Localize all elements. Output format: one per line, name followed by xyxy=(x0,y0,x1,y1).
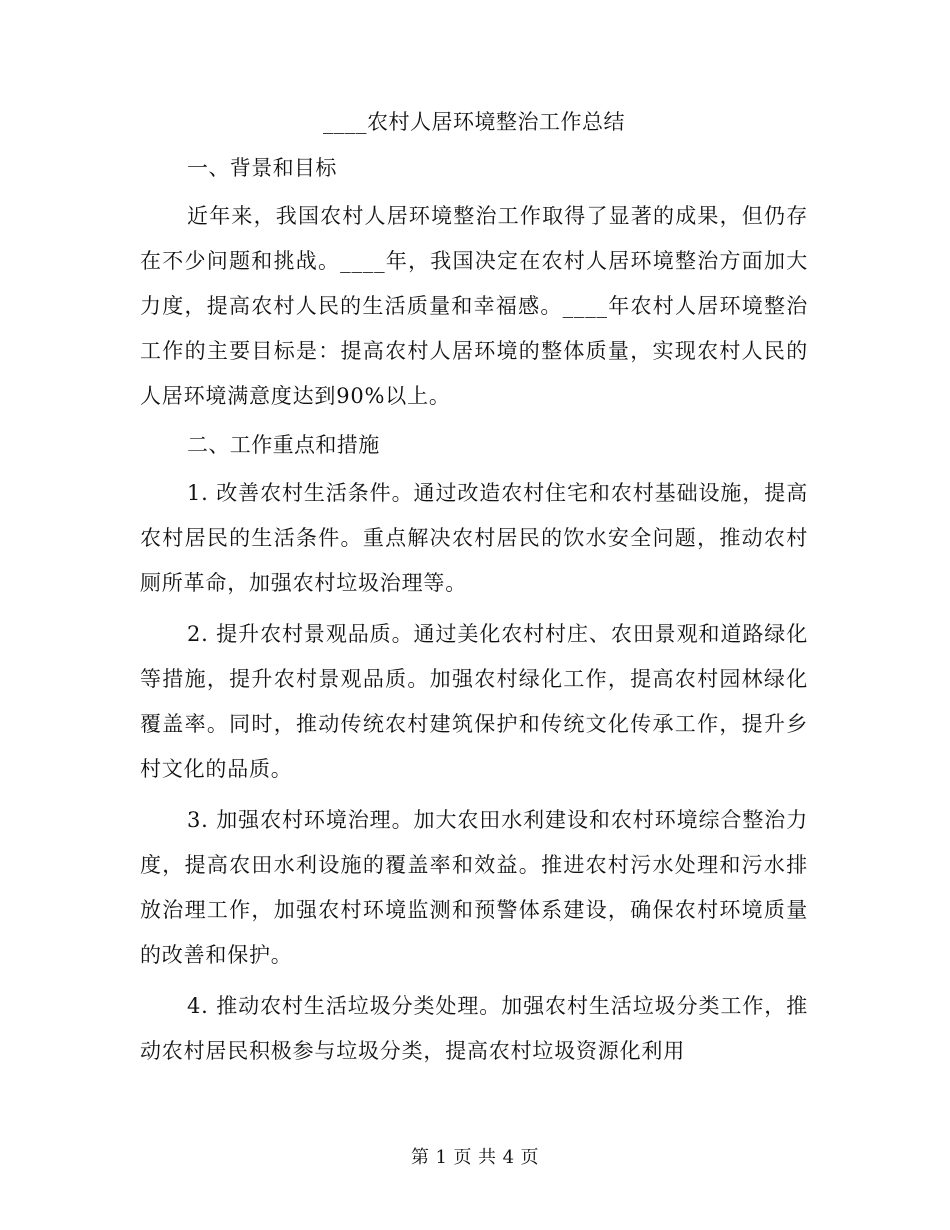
paragraph-measure-2: 2. 提升农村景观品质。通过美化农村村庄、农田景观和道路绿化等措施，提升农村景观品质。加强农村绿化工作，提高农村园林绿化覆盖率。同时，推动传统农村建筑保护和传统文化传承工作，提升乡村文化的品质。 xyxy=(140,622,808,781)
paragraph-measure-4: 4. 推动农村生活垃圾分类处理。加强农村生活垃圾分类工作，推动农村居民积极参与垃圾分类，提高农村垃圾资源化利用 xyxy=(140,994,808,1063)
document-title: ____农村人居环境整治工作总结 xyxy=(323,110,625,134)
section-heading-measures: 二、工作重点和措施 xyxy=(187,433,380,457)
document-body xyxy=(140,104,808,1080)
section-heading-background: 一、背景和目标 xyxy=(187,156,337,180)
paragraph-measure-3: 3. 加强农村环境治理。加大农田水利建设和农村环境综合整治力度，提高农田水利设施的覆盖率和效益。推进农村污水处理和污水排放治理工作，加强农村环境监测和预警体系建设，确保农村环境质量的改善和保护。 xyxy=(140,808,808,967)
paragraph-measure-1: 1. 改善农村生活条件。通过改造农村住宅和农村基础设施，提高农村居民的生活条件。重点解决农村居民的饮水安全问题，推动农村厕所革命，加强农村垃圾治理等。 xyxy=(140,481,808,595)
page-footer: 第 1 页 共 4 页 xyxy=(411,1147,539,1168)
paragraph-background-goals: 近年来，我国农村人居环境整治工作取得了显著的成果，但仍存在不少问题和挑战。____年，我国决定在农村人居环境整治方面加大力度，提高农村人民的生活质量和幸福感。____年农村人居环境整治工作的主要目标是：提高农村人居环境的整体质量，实现农村人民的人居环境满意度达到90%以上。 xyxy=(140,204,808,408)
